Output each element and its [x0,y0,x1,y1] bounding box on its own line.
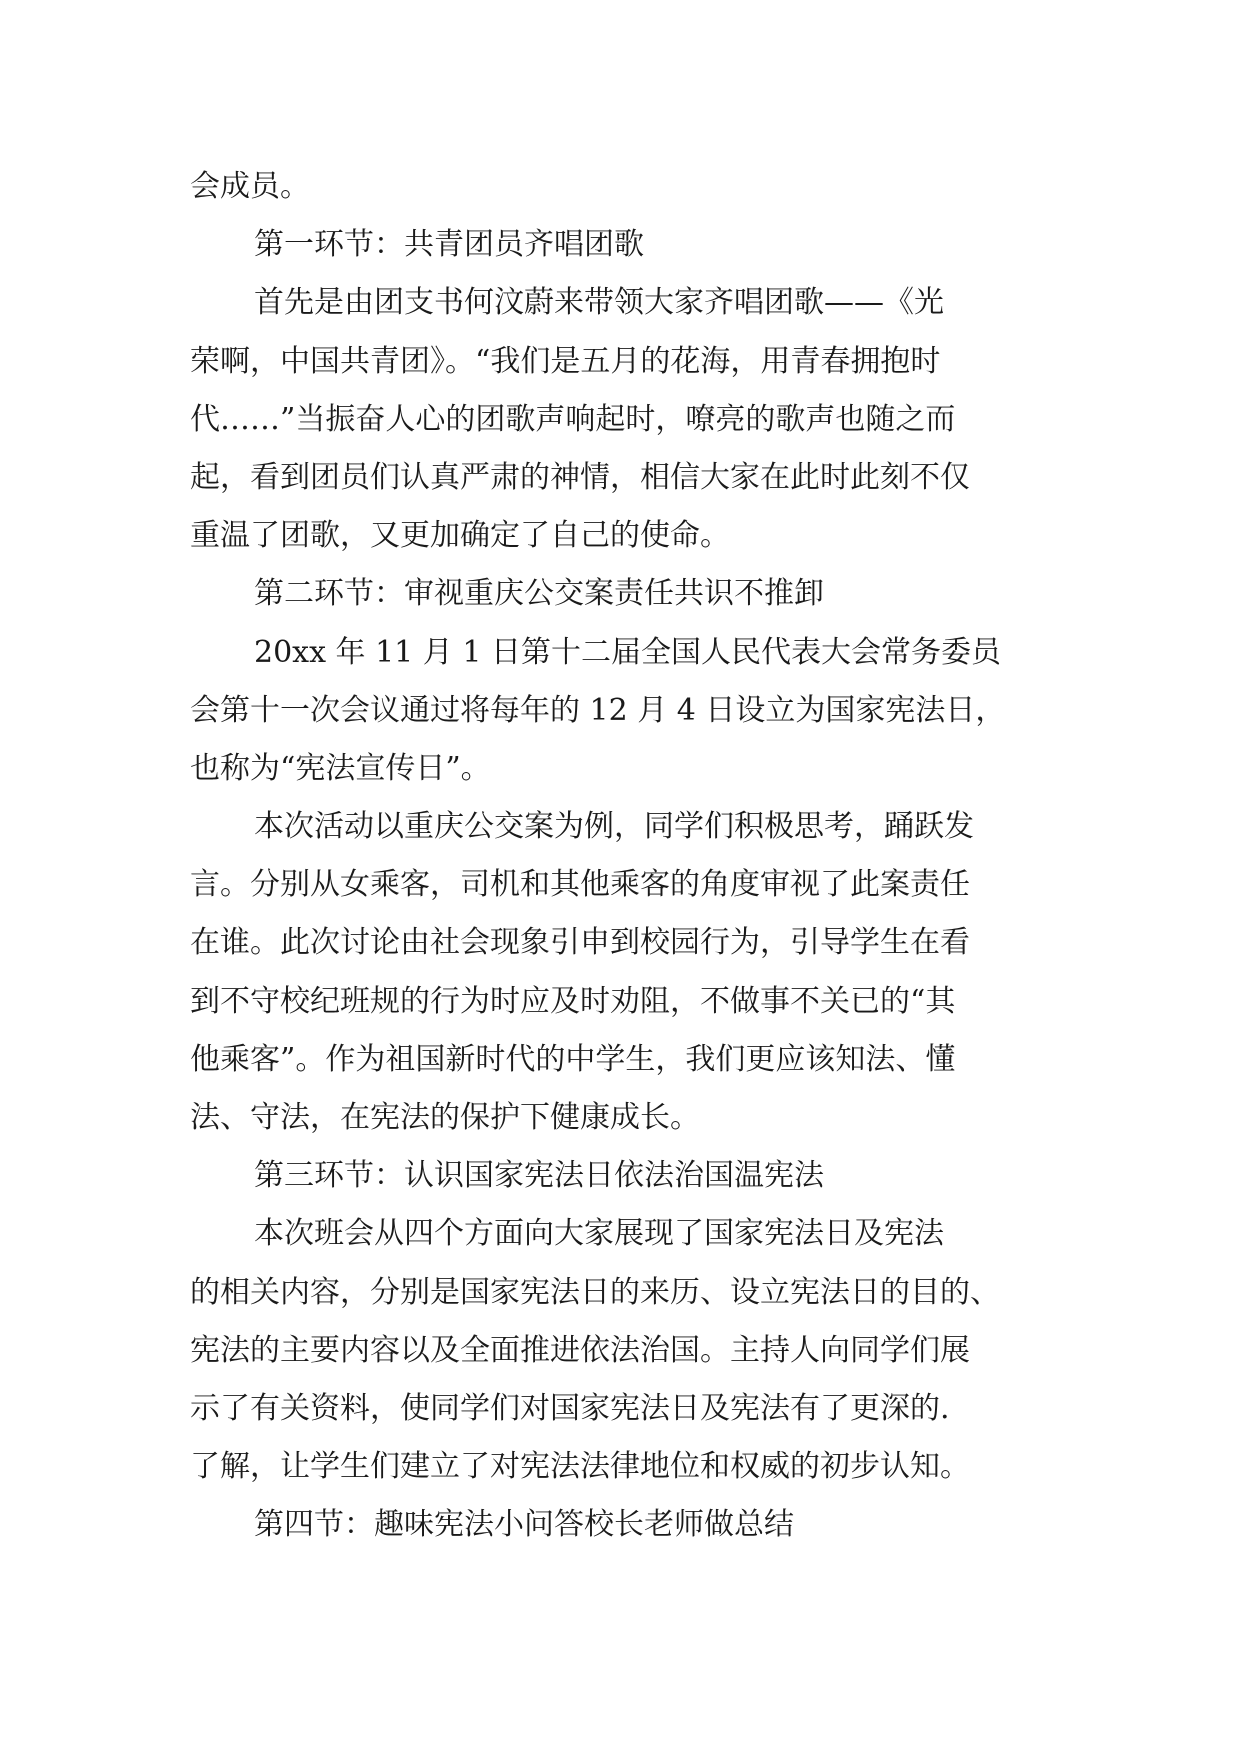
paragraph-continuation: 会成员。 [190,169,310,204]
paragraph-3-line: 他乘客”。作为祖国新时代的中学生，我们更应该知法、懂 [190,1041,956,1077]
paragraph-1-line: 首先是由团支书何汶蔚来带领大家齐唱团歌——《光 [254,285,944,321]
paragraph-3-line: 言。分别从女乘客，司机和其他乘客的角度审视了此案责任 [190,867,970,903]
paragraph-4-line: 本次班会从四个方面向大家展现了国家宪法日及宪法 [254,1216,944,1252]
paragraph-1-line: 重温了团歌，又更加确定了自己的使命。 [190,518,730,554]
paragraph-3-line: 本次活动以重庆公交案为例，同学们积极思考，踊跃发 [254,809,974,845]
section-heading-3: 第三环节：认识国家宪法日依法治国温宪法 [254,1158,824,1194]
paragraph-2-line: 会第十一次会议通过将每年的 12 月 4 日设立为国家宪法日， [190,692,1006,728]
paragraph-4-line: 示了有关资料，使同学们对国家宪法日及宪法有了更深的. [190,1390,950,1426]
paragraph-1-line: 起，看到团员们认真严肃的神情，相信大家在此时此刻不仅 [190,459,970,495]
paragraph-4-line: 的相关内容，分别是国家宪法日的来历、设立宪法日的目的、 [190,1274,1000,1310]
paragraph-2-line: 也称为“宪法宣传日”。 [190,750,491,786]
section-heading-4: 第四节：趣味宪法小问答校长老师做总结 [254,1507,794,1543]
section-heading-1: 第一环节：共青团员齐唱团歌 [254,227,644,263]
document-body [190,158,1070,1555]
paragraph-1-line: 代……”当振奋人心的团歌声响起时，嘹亮的歌声也随之而 [190,401,956,437]
paragraph-4-line: 宪法的主要内容以及全面推进依法治国。主持人向同学们展 [190,1332,970,1368]
paragraph-2-line: 20xx 年 11 月 1 日第十二届全国人民代表大会常务委员 [254,634,1001,670]
section-heading-2: 第二环节：审视重庆公交案责任共识不推卸 [254,576,824,612]
paragraph-1-line: 荣啊，中国共青团》。“我们是五月的花海，用青春拥抱时 [190,343,941,379]
paragraph-4-line: 了解，让学生们建立了对宪法法律地位和权威的初步认知。 [190,1449,970,1485]
paragraph-3-line: 到不守校纪班规的行为时应及时劝阻，不做事不关已的“其 [190,983,956,1019]
paragraph-3-line: 在谁。此次讨论由社会现象引申到校园行为，引导学生在看 [190,925,970,961]
paragraph-3-line: 法、守法，在宪法的保护下健康成长。 [190,1100,700,1135]
